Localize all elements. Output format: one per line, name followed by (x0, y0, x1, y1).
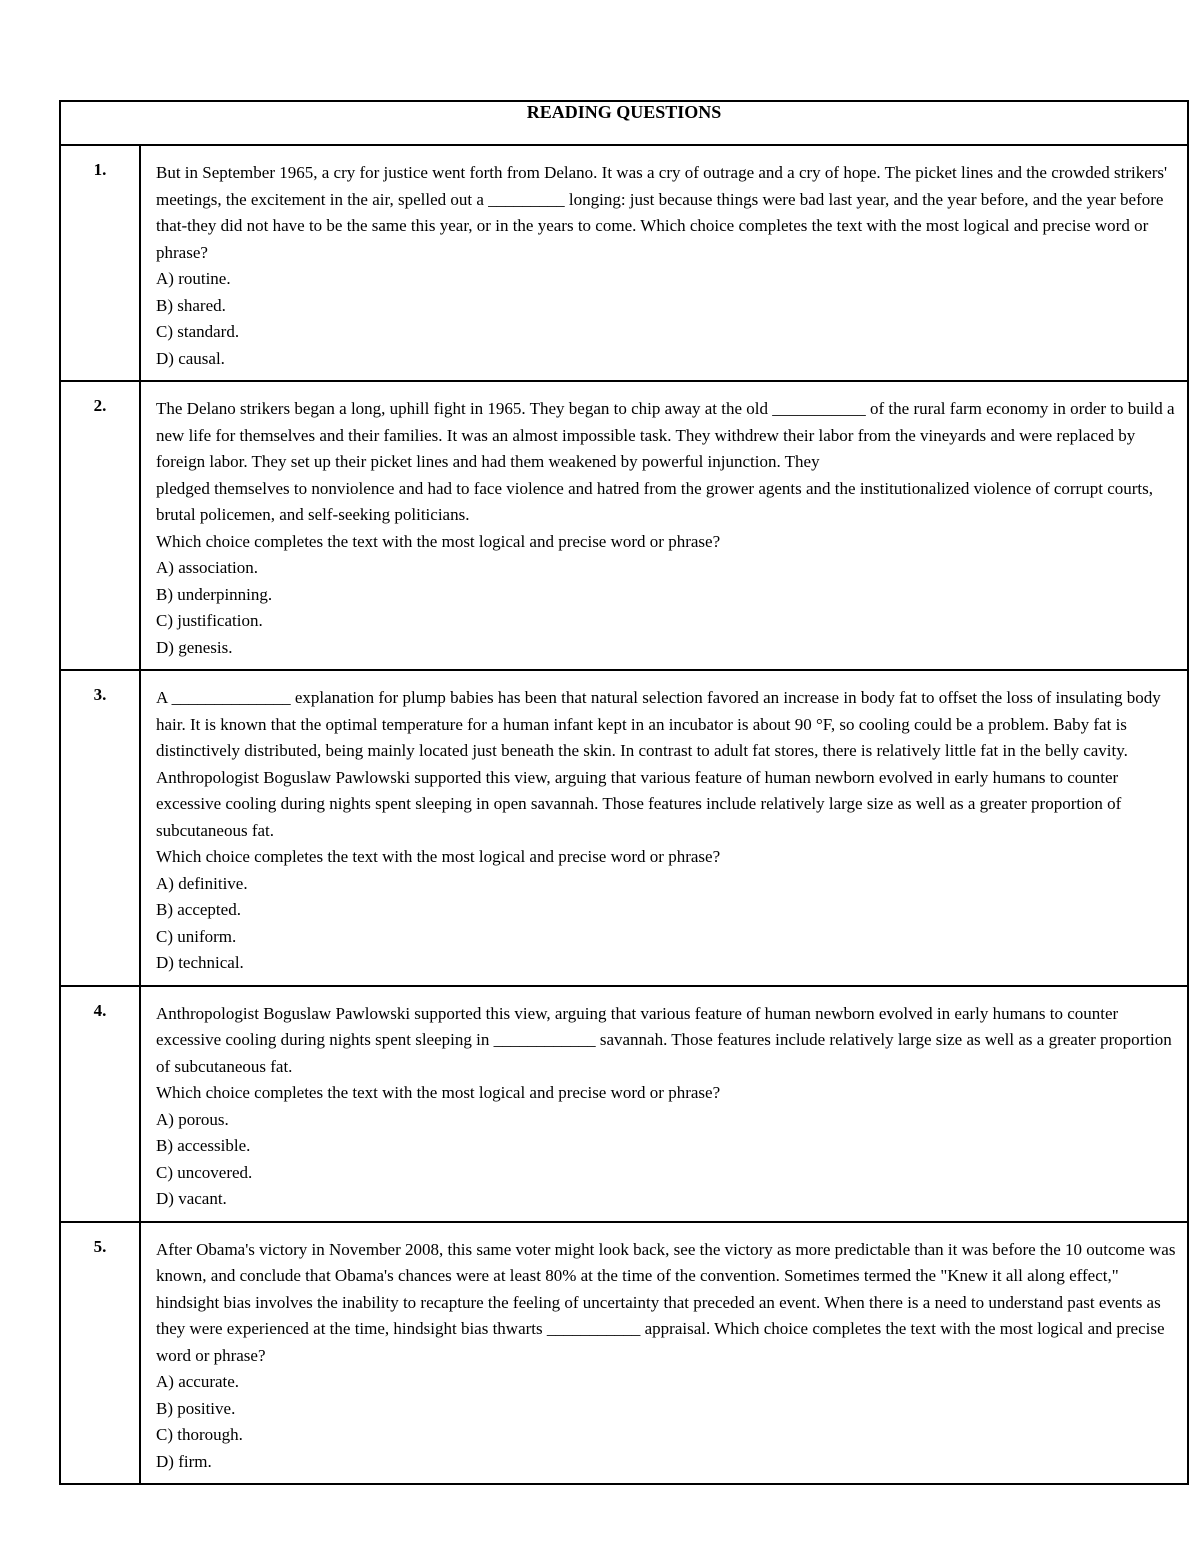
answer-choice-c: C) thorough. (156, 1425, 243, 1444)
question-passage: After Obama's victory in November 2008, this same voter might look back, see the victory as more predictable than it was before the 10 outcome was known, and conclude that Obama's chances were at least 80% at the time of the convention. Sometimes termed the "Knew it all along effect," hindsight bias involves the inability to recapture the feeling of uncertainty that preceded an event. When there is a need to understand past events as they were experienced at the time, hindsight bias thwarts ___________ appraisal. Which choice completes the text with the most logical and precise word or phrase? (156, 1239, 1176, 1365)
question-number: 5. (60, 1222, 140, 1485)
question-body (140, 381, 1188, 670)
question-number: 4. (60, 986, 140, 1222)
question-prompt: Which choice completes the text with the most logical and precise word or phrase? (156, 531, 721, 551)
header-row (60, 101, 1188, 145)
reading-questions-table (59, 100, 1189, 1485)
question-body (140, 986, 1188, 1222)
answer-choice-b: B) shared. (156, 295, 226, 315)
question-prompt: Which choice completes the text with the most logical and precise word or phrase? (156, 847, 721, 866)
question-row (60, 986, 1188, 1222)
answer-choice-a: A) accurate. (156, 1372, 240, 1391)
question-number: 3. (60, 670, 140, 986)
answer-choice-b: B) accepted. (156, 900, 241, 919)
question-passage: Anthropologist Boguslaw Pawlowski supported this view, arguing that various feature of human newborn evolved in early humans to counter excessive cooling during nights spent sleeping in ____________ savannah. Those features include relatively large size as well as a greater proportion of subcutaneous fat. (156, 1003, 1172, 1076)
table-title: READING QUESTIONS (60, 101, 1188, 145)
question-row (60, 1222, 1188, 1485)
question-body (140, 670, 1188, 986)
question-passage: The Delano strikers began a long, uphill fight in 1965. They began to chip away at the old ___________ of the rural farm economy in order to build a new life for themselves and their families. It was an almost impossible task. They withdrew their labor from the vineyards and were replaced by foreign labor. They set up their picket lines and had them weakened by powerful injunction. They (156, 399, 1175, 471)
answer-choice-d: D) genesis. (156, 637, 233, 657)
question-passage: But in September 1965, a cry for justice went forth from Delano. It was a cry of outrage and a cry of hope. The picket lines and the crowded strikers' meetings, the excitement in the air, spelled out a _________ longing: just because things were bad last year, and the year before, and the year before that-they did not have to be the same this year, or in the years to come. Which choice completes the text with the most logical and precise word or phrase? (156, 163, 1168, 262)
question-number: 2. (60, 381, 140, 670)
answer-choice-b: B) underpinning. (156, 584, 273, 604)
answer-choice-b: B) positive. (156, 1398, 236, 1418)
answer-choice-c: C) justification. (156, 611, 263, 630)
question-row (60, 670, 1188, 986)
question-number: 1. (60, 145, 140, 381)
question-passage-continued: pledged themselves to nonviolence and had to face violence and hatred from the grower agents and the institutionalized violence of corrupt courts, brutal policemen, and self-seeking politicians. (156, 478, 1153, 524)
question-row (60, 145, 1188, 381)
answer-choice-a: A) porous. (156, 1109, 229, 1129)
answer-choice-d: D) technical. (156, 953, 244, 972)
answer-choice-b: B) accessible. (156, 1136, 251, 1155)
question-body (140, 145, 1188, 381)
question-body (140, 1222, 1188, 1485)
answer-choice-d: D) causal. (156, 348, 225, 368)
answer-choice-d: D) firm. (156, 1451, 212, 1471)
answer-choice-a: A) association. (156, 558, 258, 577)
answer-choice-c: C) standard. (156, 322, 240, 341)
question-prompt: Which choice completes the text with the most logical and precise word or phrase? (156, 1083, 721, 1102)
question-row (60, 381, 1188, 670)
answer-choice-d: D) vacant. (156, 1189, 227, 1208)
answer-choice-a: A) definitive. (156, 873, 248, 893)
answer-choice-a: A) routine. (156, 269, 231, 288)
question-passage: A ______________ explanation for plump babies has been that natural selection favored an increase in body fat to offset the loss of insulating body hair. It is known that the optimal temperature for a human infant kept in an incubator is about 90 °F, so cooling could be a problem. Baby fat is distinctively distributed, being mainly located just beneath the skin. In contrast to adult fat stores, there is relatively little fat in the belly cavity. Anthropologist Boguslaw Pawlowski supported this view, arguing that various feature of human newborn evolved in early humans to counter excessive cooling during nights spent sleeping in open savannah. Those features include relatively large size as well as a greater proportion of subcutaneous fat. (156, 688, 1161, 840)
answer-choice-c: C) uncovered. (156, 1162, 253, 1182)
answer-choice-c: C) uniform. (156, 926, 237, 946)
